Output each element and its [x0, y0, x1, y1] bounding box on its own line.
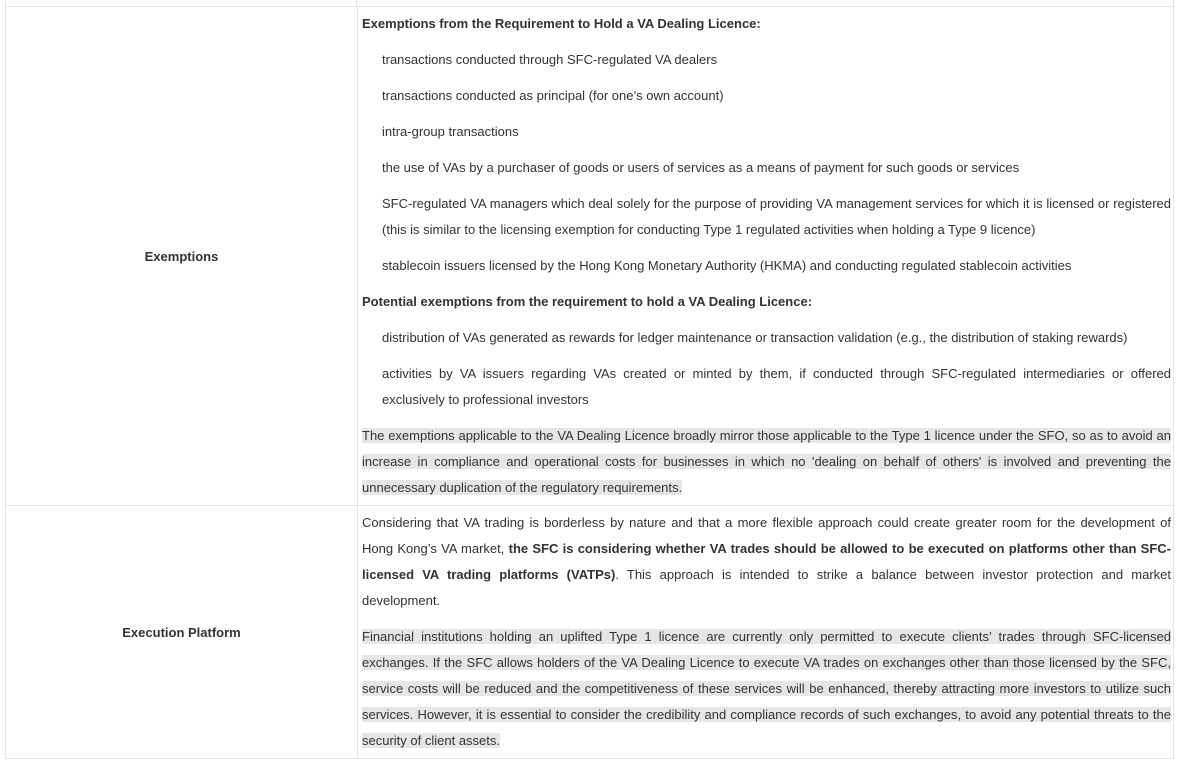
regulation-table-container: [5, 6, 1174, 759]
list-item: stablecoin issuers licensed by the Hong Kong Monetary Authority (HKMA) and conducting regulated stablecoin activities: [382, 258, 1072, 273]
table-row-execution-platform: [6, 506, 1174, 759]
list-item: activities by VA issuers regarding VAs created or minted by them, if conducted through SFC-regulated intermediaries or offered exclusively to professional investors: [382, 366, 1171, 407]
list-item: the use of VAs by a purchaser of goods or users of services as a means of payment for such goods or services: [382, 160, 1020, 175]
section-heading-potential-exemptions: Potential exemptions from the requirement to hold a VA Dealing Licence:: [362, 294, 813, 309]
row-label-execution-platform: Execution Platform: [6, 506, 358, 759]
list-item: transactions conducted through SFC-regulated VA dealers: [382, 52, 718, 67]
row-content-exemptions: [358, 7, 1174, 506]
execution-platform-paragraph: [362, 510, 1171, 614]
section-heading-exemptions: Exemptions from the Requirement to Hold a VA Dealing Licence:: [362, 16, 761, 31]
list-item: distribution of VAs generated as rewards for ledger maintenance or transaction validation (e.g., the distribution of staking rewards): [382, 330, 1128, 345]
highlighted-note: [362, 624, 1171, 754]
table-row-exemptions: [6, 7, 1174, 506]
row-content-execution-platform: [358, 506, 1174, 759]
highlighted-note-text: Financial institutions holding an uplifted Type 1 licence are currently only permitted to execute clients’ trades through SFC-licensed exchanges. If the SFC allows holders of the VA Dealing Licence to execute VA trades on exchanges other than those licensed by the SFC, service costs will be reduced and the competitiveness of these services will be enhanced, thereby attracting more investors to utilize such services. However, it is essential to consider the credibility and compliance records of such exchanges, to avoid any potential threats to the security of client assets.: [362, 629, 1171, 748]
paragraph-intro: Considering that VA trading is borderless by nature and that a more flexible approach could create greater room for the development of Hong Kong’s VA market,: [362, 515, 1171, 556]
list-item: SFC-regulated VA managers which deal solely for the purpose of providing VA management services for which it is licensed or registered (this is similar to the licensing exemption for conducting Type 1 regulated activities when holding a Type 9 licence): [382, 196, 1171, 237]
highlighted-note-text: The exemptions applicable to the VA Dealing Licence broadly mirror those applicable to the Type 1 licence under the SFO, so as to avoid an increase in compliance and operational costs for businesses in which no 'dealing on behalf of others' is involved and preventing the unnecessary duplication of the regulatory requirements.: [362, 428, 1171, 495]
highlighted-note: [362, 423, 1171, 501]
list-item: intra-group transactions: [382, 124, 519, 139]
regulation-table: [5, 6, 1174, 759]
paragraph-bold-statement: the SFC is considering whether VA trades should be allowed to be executed on platforms other than SFC-licensed VA trading platforms (VATPs): [362, 541, 1172, 582]
paragraph-conclusion: . This approach is intended to strike a balance between investor protection and market development.: [362, 567, 1172, 608]
list-item: transactions conducted as principal (for one’s own account): [382, 88, 724, 103]
row-label-exemptions: Exemptions: [6, 7, 358, 506]
